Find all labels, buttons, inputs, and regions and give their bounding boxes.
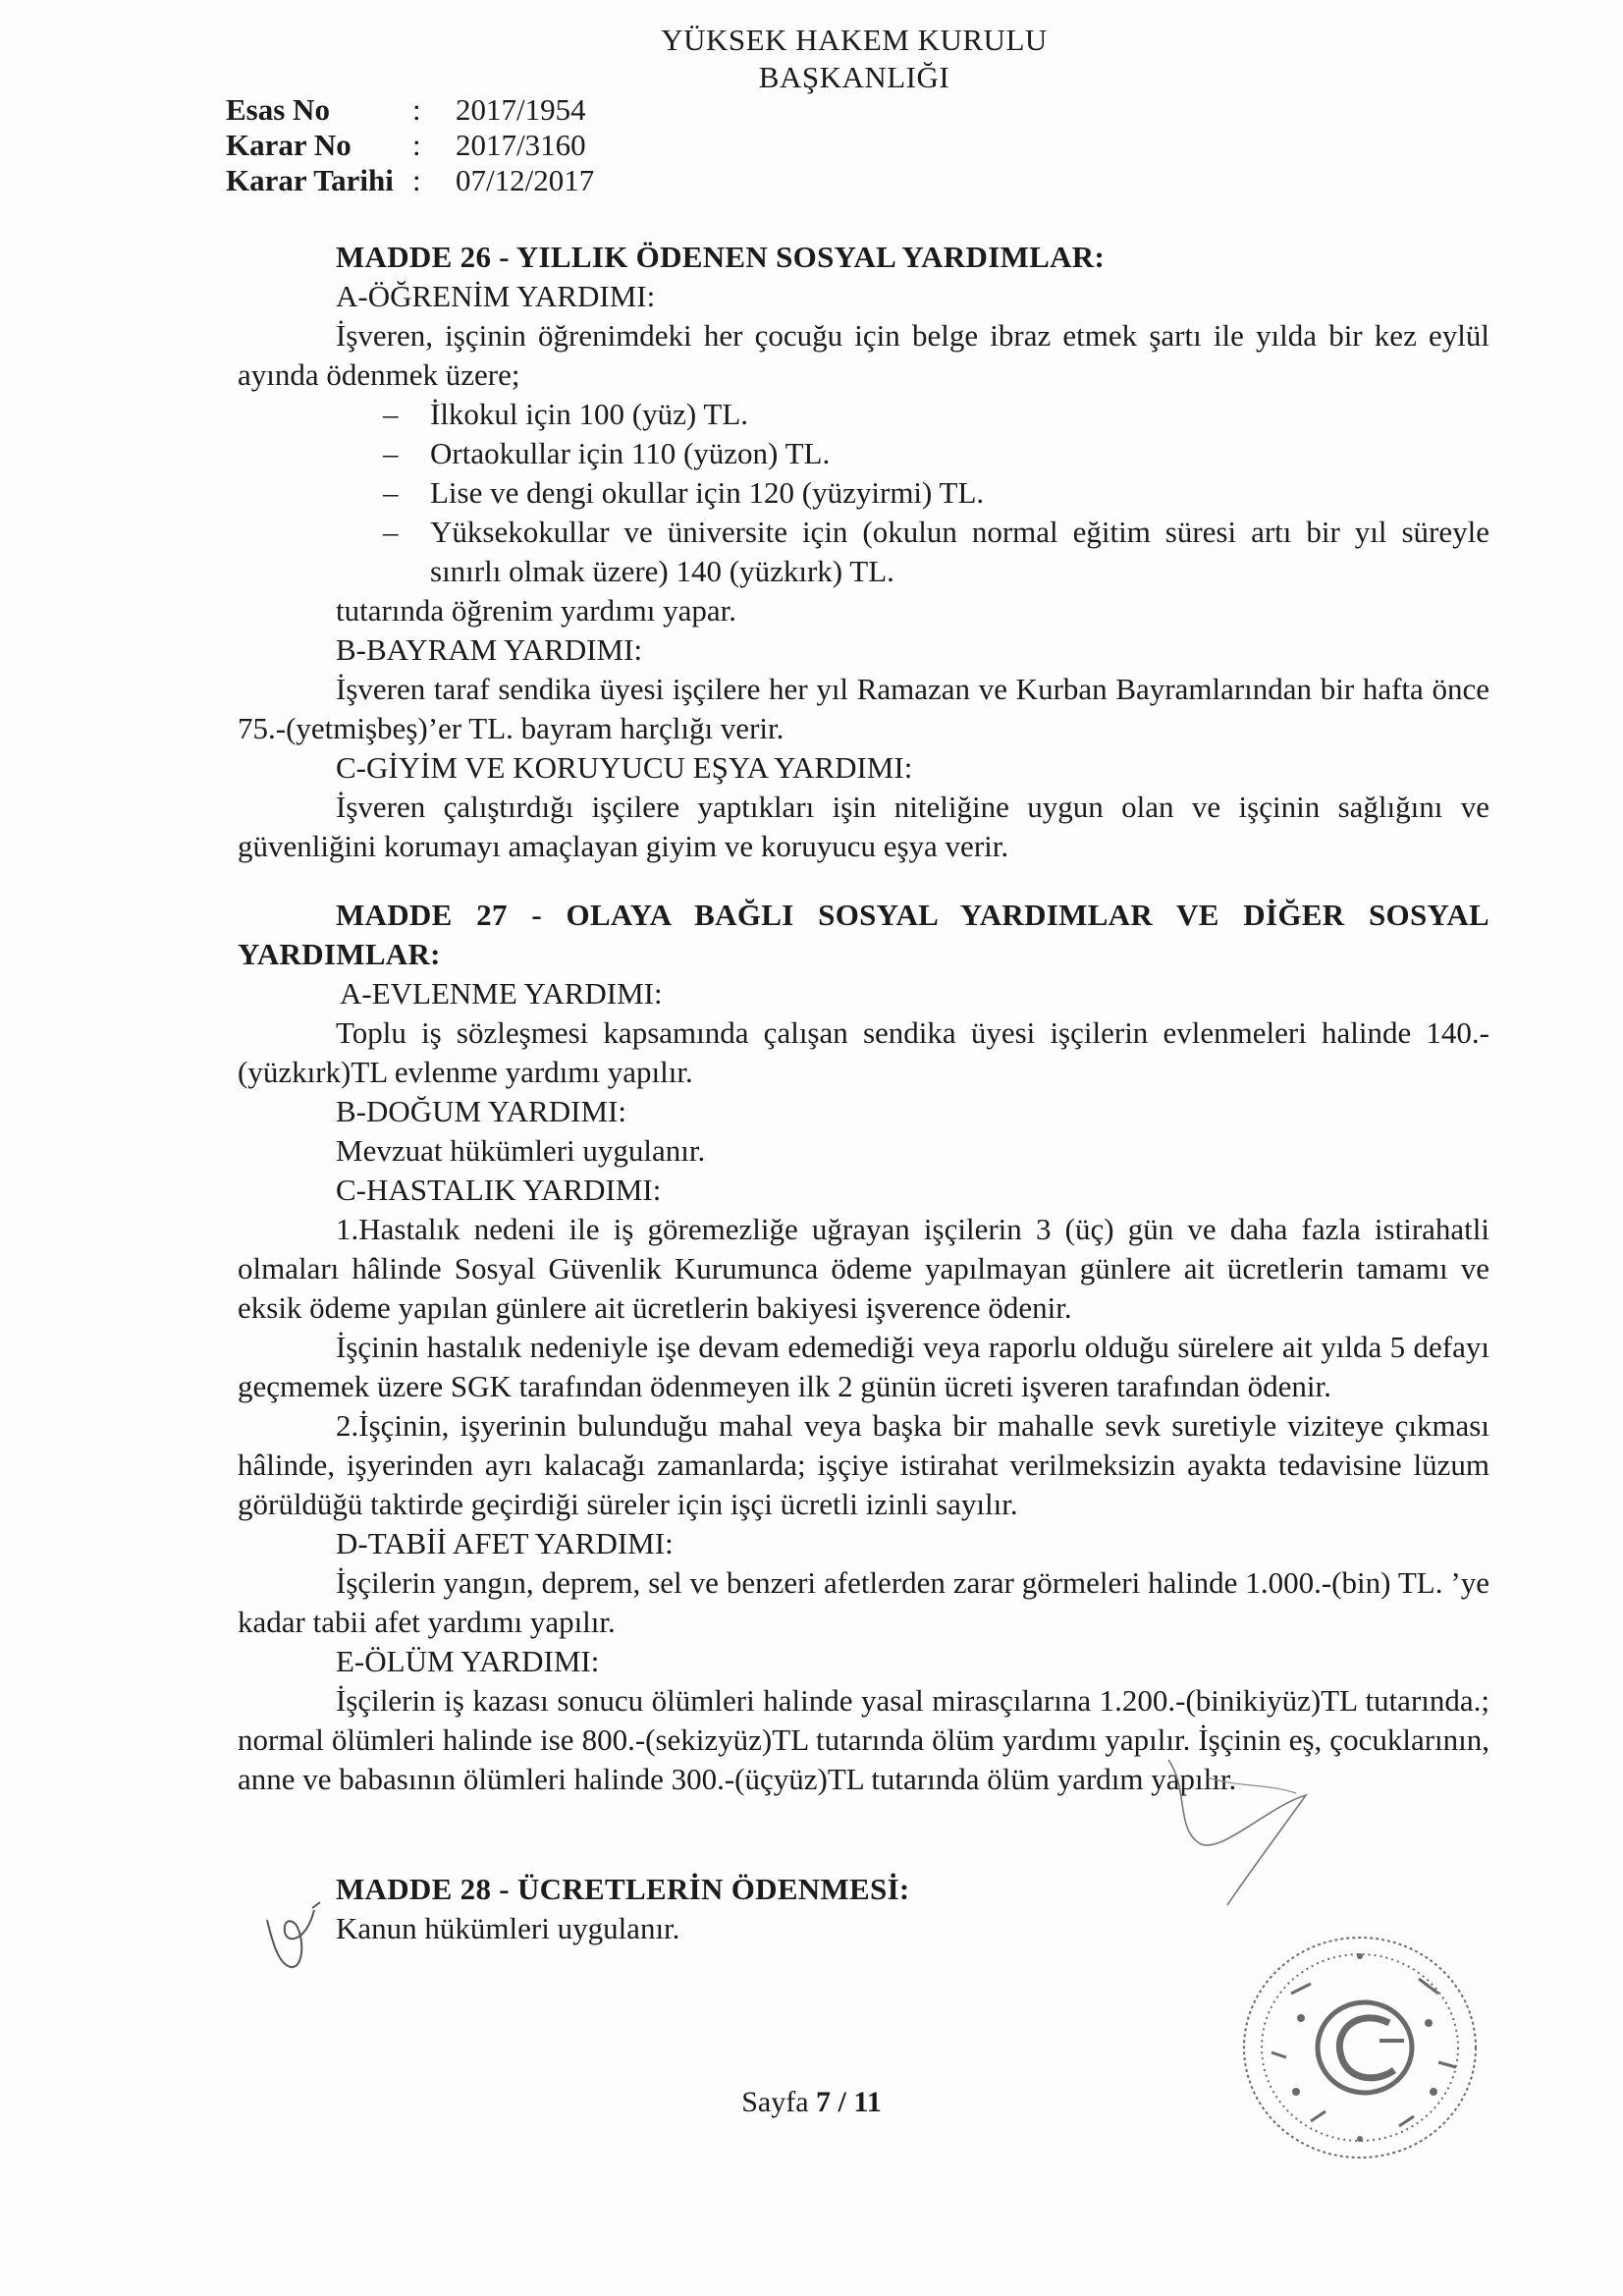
article-27-a-title: A-EVLENME YARDIMI: <box>340 976 663 1011</box>
case-label: Karar No <box>226 128 352 162</box>
page-label: Sayfa <box>741 2086 809 2118</box>
list-item: – Lise ve dengi okullar için 120 (yüzyirmi) TL. <box>238 473 1489 513</box>
institution-header <box>609 22 1100 96</box>
article-26-a-title: A-ÖĞRENİM YARDIMI: <box>336 279 656 313</box>
article-27-c-text3: 2.İşçinin, işyerinin bulunduğu mahal veya başka bir mahalle sevk suretiyle viziteye çıkması hâlinde, işyerinden ayrı kalacağı zamanlarda; işçiye istirahat verilmeksizin ayakta tedavisine lüzum görüldüğü taktirde geçirdiği süreler için işçi ücretli izinli sayılır. <box>238 1408 1489 1521</box>
article-27 <box>238 896 1489 1799</box>
article-27-c-text2: İşçinin hastalık nedeniyle işe devam edemediği veya raporlu olduğu sürelere ait yılda 5 defayı geçmemek üzere SGK tarafından ödenmeyen ilk 2 günün ücreti işveren tarafından ödenir. <box>238 1330 1489 1403</box>
article-26-b-title: B-BAYRAM YARDIMI: <box>336 632 643 667</box>
article-27-d-text: İşçilerin yangın, deprem, sel ve benzeri afetlerden zarar görmeleri halinde 1.000.-(bin) TL. ’ye kadar tabii afet yardımı yapılır. <box>238 1565 1489 1639</box>
case-sep: : <box>412 92 421 127</box>
page-total: 11 <box>853 2086 882 2118</box>
article-27-d-title: D-TABİİ AFET YARDIMI: <box>336 1526 674 1560</box>
handwritten-initial-icon <box>255 1890 334 1979</box>
article-26-c-text: İşveren çalıştırdığı işçilere yaptıkları işin niteliğine uygun olan ve işçinin sağlığını ve güvenliğini korumayı amaçlayan giyim ve koruyucu eşya verir. <box>238 790 1489 863</box>
article-27-a-text: Toplu iş sözleşmesi kapsamında çalışan sendika üyesi işçilerin evlenmeleri halinde 140.-(yüzkırk)TL evlenme yardımı yapılır. <box>238 1015 1489 1089</box>
signature-icon <box>1159 1748 1316 1915</box>
case-value: 07/12/2017 <box>456 163 595 197</box>
article-27-e-title: E-ÖLÜM YARDIMI: <box>336 1644 600 1678</box>
official-seal-icon <box>1232 1925 1488 2170</box>
case-value: 2017/1954 <box>456 92 586 127</box>
institution-name: YÜKSEK HAKEM KURULU <box>661 23 1048 57</box>
article-26-title: MADDE 26 - YILLIK ÖDENEN SOSYAL YARDIMLAR: <box>336 240 1106 274</box>
article-26-a-list <box>238 395 1489 591</box>
article-28-title: MADDE 28 - ÜCRETLERİN ÖDENMESİ: <box>336 1872 910 1906</box>
article-26 <box>238 238 1489 866</box>
article-27-b-title: B-DOĞUM YARDIMI: <box>336 1094 626 1128</box>
article-27-c-text1: 1.Hastalık nedeni ile iş göremezliğe uğrayan işçilerin 3 (üç) gün ve daha fazla istirahatli olmaları hâlinde Sosyal Güvenlik Kurumunca ödeme yapılmayan günlere ait ücretlerin tamamı ve eksik ödeme yapılan günlere ait ücretlerin bakiyesi işverence ödenir. <box>238 1212 1489 1325</box>
page-current: 7 <box>816 2086 832 2118</box>
page-footer <box>0 2086 1623 2119</box>
article-26-b-text: İşveren taraf sendika üyesi işçilere her yıl Ramazan ve Kurban Bayramlarından bir hafta önce 75.-(yetmişbeş)’er TL. bayram harçlığı verir. <box>238 672 1489 745</box>
list-item: – İlkokul için 100 (yüz) TL. <box>238 395 1489 434</box>
case-sep: : <box>412 128 421 162</box>
case-label: Esas No <box>226 92 330 127</box>
case-info-row <box>226 128 594 163</box>
article-26-c-title: C-GİYİM VE KORUYUCU EŞYA YARDIMI: <box>336 750 913 785</box>
page-separator: / <box>838 2086 846 2118</box>
list-item: – Yüksekokullar ve üniversite için (okulun normal eğitim süresi artı bir yıl süreyle sınırlı olmak üzere) 140 (yüzkırk) TL. <box>238 513 1489 591</box>
article-28-text: Kanun hükümleri uygulanır. <box>336 1911 680 1945</box>
case-label: Karar Tarihi <box>226 163 394 197</box>
list-item: – Ortaokullar için 110 (yüzon) TL. <box>238 434 1489 473</box>
article-27-e-text: İşçilerin iş kazası sonucu ölümleri halinde yasal mirasçılarına 1.200.-(binikiyüz)TL tutarında.; normal ölümleri halinde ise 800.-(sekizyüz)TL tutarında ölüm yardımı yapılır. İşçinin eş, çocuklarının, anne ve babasının ölümleri halinde 300.-(üçyüz)TL tutarında ölüm yardım yapılır. <box>238 1683 1489 1796</box>
case-info-row <box>226 163 594 198</box>
case-info-row <box>226 92 594 128</box>
case-value: 2017/3160 <box>456 128 586 162</box>
article-26-a-text: İşveren, işçinin öğrenimdeki her çocuğu için belge ibraz etmek şartı ile yılda bir kez eylül ayında ödenmek üzere; <box>238 318 1489 392</box>
article-26-a-tail: tutarında öğrenim yardımı yapar. <box>336 593 737 628</box>
case-info <box>226 92 594 198</box>
case-sep: : <box>412 163 421 197</box>
article-27-title: MADDE 27 - OLAYA BAĞLI SOSYAL YARDIMLAR VE DİĞER SOSYAL YARDIMLAR: <box>238 898 1489 971</box>
article-27-c-title: C-HASTALIK YARDIMI: <box>336 1173 662 1207</box>
institution-subname: BAŞKANLIĞI <box>758 60 950 94</box>
article-27-b-text: Mevzuat hükümleri uygulanır. <box>336 1133 706 1168</box>
